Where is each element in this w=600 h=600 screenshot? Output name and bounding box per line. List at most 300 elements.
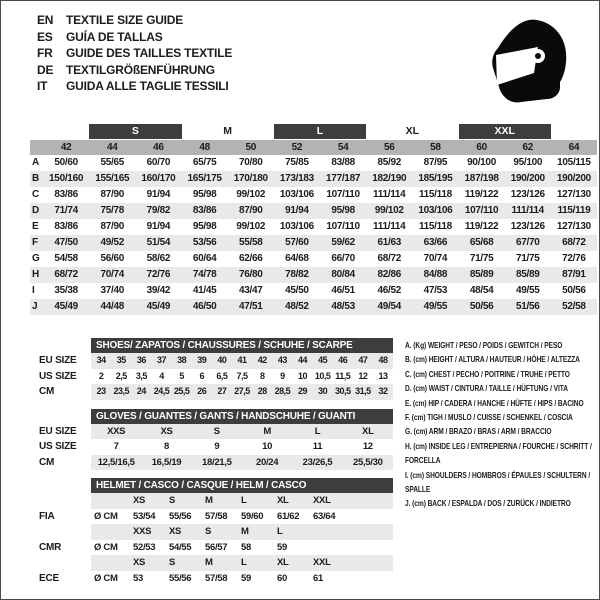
size-value: 18/21,5 xyxy=(202,456,232,468)
size-value: 30 xyxy=(318,386,328,396)
measure-value: 79/82 xyxy=(146,205,171,216)
measure-value: 74/78 xyxy=(192,269,217,280)
measure-value: 62/66 xyxy=(238,253,263,264)
measure-value: 95/100 xyxy=(513,157,543,168)
size-value: 4 xyxy=(159,370,164,381)
row-label: CM xyxy=(39,456,55,468)
size-row xyxy=(39,384,393,400)
size-value: 25,5/30 xyxy=(353,456,383,468)
measure-value: 43/47 xyxy=(238,285,263,296)
size-value: 30,5 xyxy=(334,386,351,396)
measure-value: 177/187 xyxy=(326,173,361,184)
size-value: 10,5 xyxy=(314,370,331,381)
size-value: 7,5 xyxy=(236,370,248,381)
helmet-size-value: 61/62 xyxy=(277,510,300,522)
measure-value: 48/53 xyxy=(331,301,355,312)
helmet-size-value: XXS xyxy=(133,526,152,537)
helmet-size-value: L xyxy=(241,495,247,506)
helmet-table-title: HELMET / CASCO / CASQUE / HELM / CASCO xyxy=(91,478,393,493)
helmet-size-value: S xyxy=(169,557,176,568)
measure-value: 66/70 xyxy=(331,253,355,264)
gloves-table-title: GLOVES / GUANTES / GANTS / HANDSCHUHE / GUANTI xyxy=(91,409,393,424)
size-value: 6,5 xyxy=(216,370,228,381)
size-value: 27 xyxy=(217,386,227,396)
language-code: FR xyxy=(37,46,53,60)
numeric-size: 64 xyxy=(568,142,580,153)
size-value: 23/26,5 xyxy=(302,456,333,468)
size-value: 39 xyxy=(197,355,207,365)
diameter-unit xyxy=(91,555,131,571)
measure-value: 103/106 xyxy=(418,205,453,216)
language-row xyxy=(37,78,232,95)
helmet-size-value: 52/53 xyxy=(133,541,156,553)
measure-value: 45/50 xyxy=(285,285,309,296)
measure-value: 65/68 xyxy=(469,237,494,248)
row-cells xyxy=(91,493,393,509)
size-value: 26 xyxy=(197,386,207,396)
size-row xyxy=(39,353,393,369)
legend-item: H. (cm) INSIDE LEG / ENTREPIERNA / FOURCHE / SCHRITT / FORCELLA xyxy=(405,440,592,466)
size-value: 23 xyxy=(96,386,106,396)
measure-value: 63/66 xyxy=(423,237,448,248)
shoes-rows xyxy=(39,353,393,400)
helmet-size-value: 57/58 xyxy=(205,510,228,522)
shoes-header-row xyxy=(39,338,393,353)
helmet-size-value: 59/60 xyxy=(241,510,264,522)
size-band-l: L xyxy=(274,124,366,139)
measure-value: 91/94 xyxy=(285,205,309,216)
size-value: 47 xyxy=(358,355,368,365)
measure-value: 68/72 xyxy=(562,237,586,248)
size-value: 31,5 xyxy=(355,386,371,396)
language-row xyxy=(37,45,232,62)
measure-row-a xyxy=(30,155,597,171)
helmet-size-value xyxy=(311,540,347,556)
measure-value: 65/75 xyxy=(192,157,217,168)
measure-value: 85/89 xyxy=(515,269,540,280)
measure-value: 51/54 xyxy=(146,237,171,248)
row-cells xyxy=(91,353,393,369)
size-value: 29 xyxy=(297,386,307,396)
measure-value: 50/56 xyxy=(562,285,586,296)
measure-value: 76/80 xyxy=(238,269,263,280)
language-title: GUÍA DE TALLAS xyxy=(66,29,163,44)
measure-value: 70/74 xyxy=(100,269,124,280)
size-value: 12 xyxy=(358,370,368,381)
row-label: CM xyxy=(39,386,55,397)
size-value: 25,5 xyxy=(173,386,190,396)
row-cells xyxy=(91,524,393,540)
size-band-s: S xyxy=(89,124,181,139)
measure-value: 45/49 xyxy=(146,301,171,312)
legend-item: F. (cm) TIGH / MUSLO / CUISSE / SCHENKEL / COSCIA xyxy=(405,412,573,423)
measure-value: 87/95 xyxy=(423,157,448,168)
size-band-xl: XL xyxy=(405,125,420,137)
helmet-size-value: 63/64 xyxy=(313,510,336,522)
helmet-row-ece xyxy=(39,571,393,587)
size-value: 3,5 xyxy=(135,370,147,381)
measure-value: 123/126 xyxy=(510,221,545,232)
helmet-size-value: XS xyxy=(169,526,182,537)
measure-value: 127/130 xyxy=(556,189,591,200)
band-spacer xyxy=(551,124,597,139)
size-row xyxy=(39,424,393,440)
measure-value: 83/88 xyxy=(331,157,355,168)
size-row xyxy=(39,369,393,385)
helmet-size-value: 57/58 xyxy=(205,572,228,584)
diameter-unit: Ø CM xyxy=(94,541,118,553)
measure-value: 47/51 xyxy=(238,301,263,312)
helmet-icon xyxy=(491,18,567,104)
measure-value: 71/75 xyxy=(469,253,494,264)
size-row xyxy=(39,439,393,455)
row-cells xyxy=(91,424,393,440)
size-value: 10 xyxy=(297,370,307,381)
helmet-size-value: 59 xyxy=(277,541,287,553)
row-cells xyxy=(91,439,393,455)
measure-value: 83/86 xyxy=(54,221,78,232)
measure-value: 190/200 xyxy=(556,173,591,184)
row-cells xyxy=(91,384,393,400)
measure-value: 99/102 xyxy=(236,189,266,200)
main-size-table xyxy=(30,124,597,315)
size-value: 28 xyxy=(257,386,267,396)
row-cells xyxy=(91,571,393,587)
helmet-size-value xyxy=(311,524,347,540)
row-label: A xyxy=(32,157,40,168)
measure-value: 37/40 xyxy=(100,285,124,296)
measure-value: 182/190 xyxy=(372,173,407,184)
row-cells xyxy=(91,369,393,385)
size-value: 2,5 xyxy=(115,370,127,381)
row-label xyxy=(39,555,91,571)
language-title: GUIDE DES TAILLES TEXTILE xyxy=(66,46,233,60)
measure-value: 103/106 xyxy=(279,221,314,232)
diameter-unit: Ø CM xyxy=(94,572,118,584)
helmet-size-label-row xyxy=(39,555,393,571)
helmet-size-value: XL xyxy=(277,495,289,506)
measure-value: 46/51 xyxy=(331,285,355,296)
helmet-header-row xyxy=(39,478,393,493)
measure-value: 71/75 xyxy=(515,253,540,264)
size-value: 37 xyxy=(156,355,166,365)
measure-value: 111/114 xyxy=(373,189,406,200)
measure-value: 72/76 xyxy=(146,269,171,280)
measure-row-d xyxy=(30,203,597,219)
measure-value: 56/60 xyxy=(100,253,124,264)
diameter-unit xyxy=(91,493,131,509)
row-label: EU SIZE xyxy=(39,355,77,366)
language-row xyxy=(37,12,232,29)
language-row xyxy=(37,62,232,79)
measure-value: 59/62 xyxy=(331,237,355,248)
measure-value: 49/52 xyxy=(100,237,124,248)
gutter-spacer xyxy=(39,338,91,353)
language-title-list xyxy=(37,12,232,95)
measure-value: 48/54 xyxy=(469,285,494,296)
language-code: IT xyxy=(37,79,48,93)
helmet-size-value: 54/55 xyxy=(169,541,192,553)
measure-value: 52/58 xyxy=(562,301,586,312)
measure-value: 51/56 xyxy=(515,301,540,312)
size-value: S xyxy=(213,425,220,437)
size-value: 44 xyxy=(297,355,307,365)
size-value: L xyxy=(314,425,321,437)
measure-value: 57/60 xyxy=(285,237,309,248)
size-value: 40 xyxy=(217,355,227,365)
size-value: XXS xyxy=(107,425,126,437)
measure-value: 55/58 xyxy=(238,237,263,248)
gloves-table xyxy=(39,409,393,471)
size-value: 5 xyxy=(179,370,184,381)
measure-value: 68/72 xyxy=(54,269,78,280)
measure-value: 60/70 xyxy=(146,157,171,168)
size-band-m: M xyxy=(223,125,233,137)
helmet-size-value: 55/56 xyxy=(169,572,192,584)
size-value: 11 xyxy=(312,441,323,452)
measure-value: 83/86 xyxy=(54,189,78,200)
measure-value: 78/82 xyxy=(285,269,309,280)
size-value: 45 xyxy=(318,355,328,365)
size-value: 35 xyxy=(116,355,126,365)
size-value: 8 xyxy=(259,370,265,381)
size-value: 42 xyxy=(257,355,267,365)
size-value: 28,5 xyxy=(274,386,291,396)
helmet-row-cmr xyxy=(39,540,393,556)
measure-value: 91/94 xyxy=(146,221,171,232)
measure-value: 115/119 xyxy=(557,205,591,216)
measure-value: 105/115 xyxy=(557,157,591,168)
size-value: XL xyxy=(362,425,374,437)
measure-value: 107/110 xyxy=(326,189,360,200)
row-label: J xyxy=(32,301,38,312)
measure-value: 111/114 xyxy=(373,221,406,232)
numeric-size: 54 xyxy=(337,142,349,153)
measure-value: 68/72 xyxy=(377,253,401,264)
row-label: I xyxy=(32,285,35,296)
measure-value: 67/70 xyxy=(515,237,540,248)
size-value: 27,5 xyxy=(234,386,250,396)
measure-value: 115/118 xyxy=(418,221,452,232)
measure-row-e xyxy=(30,219,597,235)
helmet-size-value: XXL xyxy=(313,495,331,506)
row-label: CMR xyxy=(39,541,62,553)
helmet-size-value: XL xyxy=(277,557,289,568)
measure-value: 60/64 xyxy=(192,253,217,264)
shoes-table-title: SHOES/ ZAPATOS / CHAUSSURES / SCHUHE / SCARPE xyxy=(91,338,393,353)
helmet-size-value: S xyxy=(169,495,176,506)
helmet-size-label-row xyxy=(39,493,393,509)
row-cells xyxy=(91,455,393,471)
row-label: US SIZE xyxy=(39,370,77,382)
size-value: XS xyxy=(160,425,173,437)
measure-value: 82/86 xyxy=(377,269,401,280)
legend-item: J. (cm) BACK / ESPALDA / DOS / ZURÜCK / INDIETRO xyxy=(405,498,571,509)
row-label: FIA xyxy=(39,510,55,522)
size-row xyxy=(39,455,393,471)
measure-value: 80/84 xyxy=(331,269,355,280)
size-value: 20/24 xyxy=(256,456,279,468)
size-value: M xyxy=(263,425,271,437)
measure-value: 160/170 xyxy=(141,173,176,184)
measure-value: 115/118 xyxy=(418,189,452,200)
size-band-row xyxy=(30,124,597,139)
measure-value: 91/94 xyxy=(146,189,171,200)
measure-row-g xyxy=(30,251,597,267)
measure-value: 70/80 xyxy=(238,157,263,168)
measure-value: 85/89 xyxy=(469,269,494,280)
helmet-size-value: 53 xyxy=(133,572,143,584)
language-row xyxy=(37,29,232,46)
row-label: H xyxy=(32,269,40,280)
size-value: 8 xyxy=(164,441,169,452)
row-label-spacer xyxy=(30,140,43,155)
numeric-size: 48 xyxy=(199,142,210,153)
size-value: 34 xyxy=(96,355,106,365)
language-title: TEXTILE SIZE GUIDE xyxy=(66,13,184,27)
size-value: 9 xyxy=(280,370,285,381)
measure-value: 49/55 xyxy=(515,285,540,296)
measure-value: 48/52 xyxy=(285,301,309,312)
measure-value: 170/180 xyxy=(233,173,268,184)
gloves-rows xyxy=(39,424,393,471)
language-code: ES xyxy=(37,29,53,44)
row-label: D xyxy=(32,205,40,216)
measure-value: 123/126 xyxy=(510,189,545,200)
measure-value: 75/78 xyxy=(100,205,124,216)
measure-row-b xyxy=(30,171,597,187)
helmet-size-value: 56/57 xyxy=(205,541,228,553)
helmet-size-value: XXL xyxy=(313,557,331,568)
size-value: 12 xyxy=(362,441,373,452)
measure-value: 95/98 xyxy=(192,221,217,232)
measure-value: 44/48 xyxy=(100,301,124,312)
measure-value: 99/102 xyxy=(236,221,266,232)
helmet-size-value: S xyxy=(205,526,212,537)
helmet-size-value: M xyxy=(241,526,249,537)
measure-value: 46/52 xyxy=(377,285,401,296)
measure-value: 107/110 xyxy=(326,221,360,232)
measure-value: 75/85 xyxy=(285,157,309,168)
language-title: TEXTILGRÖßENFÜHRUNG xyxy=(66,62,215,77)
band-spacer xyxy=(43,124,89,139)
measure-value: 119/122 xyxy=(464,189,499,200)
row-label: B xyxy=(32,173,40,184)
measure-row-f xyxy=(30,235,597,251)
numeric-size: 60 xyxy=(476,142,487,153)
measure-value: 155/165 xyxy=(95,173,130,184)
size-value: 32 xyxy=(378,386,388,396)
measure-value: 87/91 xyxy=(562,269,586,280)
row-cells xyxy=(91,555,393,571)
shoes-table xyxy=(39,338,393,400)
numeric-size: 46 xyxy=(153,142,164,153)
row-label: US SIZE xyxy=(39,441,77,452)
measure-row-h xyxy=(30,267,597,283)
helmet-size-value: 55/56 xyxy=(169,510,192,522)
measure-value: 72/76 xyxy=(562,253,586,264)
measure-value: 90/100 xyxy=(467,157,496,168)
diameter-unit xyxy=(91,524,131,540)
measure-value: 173/183 xyxy=(279,173,314,184)
measure-value: 165/175 xyxy=(187,173,222,184)
legend-item: A. (Kg) WEIGHT / PESO / POIDS / GEWITCH / PESO xyxy=(405,340,563,350)
row-cells xyxy=(91,540,393,556)
measure-value: 107/110 xyxy=(464,205,499,216)
band-spacer xyxy=(30,124,43,139)
row-cells xyxy=(91,509,393,525)
helmet-size-value: M xyxy=(205,495,213,506)
helmet-row-fia xyxy=(39,509,393,525)
row-label: ECE xyxy=(39,572,59,584)
measure-value: 50/56 xyxy=(469,301,494,312)
measure-value: 190/200 xyxy=(510,173,545,184)
helmet-size-value: L xyxy=(277,526,283,537)
size-value: 10 xyxy=(262,441,273,452)
language-code: DE xyxy=(37,62,54,77)
measure-value: 53/56 xyxy=(192,237,217,248)
numeric-size: 58 xyxy=(430,142,441,153)
numeric-size: 52 xyxy=(291,142,303,153)
measure-value: 47/53 xyxy=(423,285,448,296)
size-value: 43 xyxy=(277,355,287,365)
numeric-size: 42 xyxy=(60,142,72,153)
measure-value: 35/38 xyxy=(54,285,78,296)
language-code: EN xyxy=(37,13,54,27)
size-value: 11,5 xyxy=(335,370,351,381)
helmet-size-value: 58 xyxy=(241,541,251,553)
measure-value: 99/102 xyxy=(374,205,404,216)
measure-value: 87/90 xyxy=(238,205,263,216)
measure-value: 127/130 xyxy=(556,221,591,232)
numeric-size: 56 xyxy=(383,142,395,153)
helmet-size-label-row xyxy=(39,524,393,540)
measure-value: 119/122 xyxy=(464,221,499,232)
helmet-size-value: L xyxy=(241,557,247,568)
row-label: EU SIZE xyxy=(39,425,77,437)
size-value: 6 xyxy=(199,370,205,381)
measure-value: 84/88 xyxy=(423,269,448,280)
measure-value: 39/42 xyxy=(146,285,171,296)
measure-value: 187/198 xyxy=(464,173,499,184)
size-value: 9 xyxy=(214,441,220,452)
row-label xyxy=(39,524,91,540)
language-title: GUIDA ALLE TAGLIE TESSILI xyxy=(66,79,229,93)
size-value: 41 xyxy=(237,355,247,365)
measure-value: 41/45 xyxy=(192,285,217,296)
size-value: 7 xyxy=(113,441,119,452)
size-band-xxl: XXL xyxy=(459,124,551,139)
measure-value: 45/49 xyxy=(54,301,78,312)
measure-value: 83/86 xyxy=(192,205,217,216)
row-label: E xyxy=(32,221,39,232)
measure-value: 103/106 xyxy=(279,189,314,200)
measure-value: 46/50 xyxy=(192,301,217,312)
bottom-tables xyxy=(39,338,393,586)
measure-value: 111/114 xyxy=(511,205,544,216)
row-label: F xyxy=(32,237,39,248)
size-value: 46 xyxy=(338,355,348,365)
legend-item: I. (cm) SHOULDERS / HOMBROS / ÉPAULES / SCHULTERN / SPALLE xyxy=(405,469,591,495)
gloves-header-row xyxy=(39,409,393,424)
measure-value: 61/63 xyxy=(377,237,401,248)
row-label xyxy=(39,493,91,509)
legend-item: D. (cm) WAIST / CINTURA / TAILLE / HÜFTUNG / VITA xyxy=(405,383,568,394)
numeric-size: 62 xyxy=(522,142,533,153)
helmet-size-value: 59 xyxy=(241,572,251,584)
measurement-legend xyxy=(405,338,597,511)
gutter-spacer xyxy=(39,478,91,493)
